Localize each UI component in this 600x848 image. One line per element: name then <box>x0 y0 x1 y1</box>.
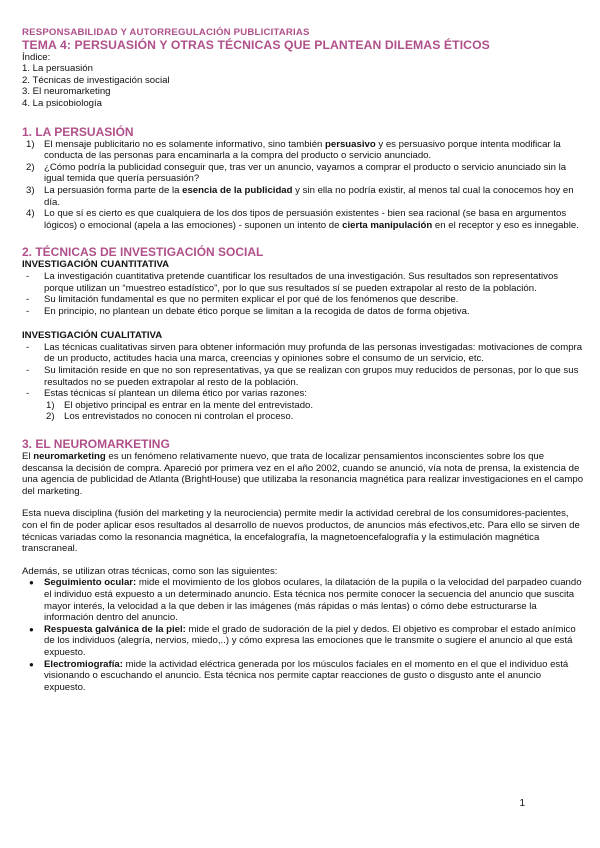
section-title: 1. LA PERSUASIÓN <box>22 124 134 139</box>
dash-marker: - <box>26 270 30 282</box>
index-item: 2. Técnicas de investigación social <box>22 74 170 86</box>
topic-title: TEMA 4: PERSUASIÓN Y OTRAS TÉCNICAS QUE PLANTEAN DILEMAS ÉTICOS <box>22 37 490 52</box>
persuasion-list <box>22 139 584 232</box>
emphasis: cierta manipulación <box>342 219 433 231</box>
bullet-marker: ● <box>29 578 34 588</box>
quantitative-list <box>22 271 584 317</box>
item-text: Las técnicas cualitativas sirven para obtener información muy profunda de las personas investigadas: motivaciones de compra de un producto, actitudes hacia una marca, creencias y opiniones sobre el consumo de un servicio, etc. <box>44 341 583 365</box>
list-item <box>22 306 584 318</box>
list-item <box>22 388 584 400</box>
item-text: y es persuasivo porque intenta modificar la conducta de las personas para encaminarla a la compra del producto o servicio anunciado. <box>44 138 561 162</box>
technique-name: Seguimiento ocular: <box>44 577 137 589</box>
techniques-list <box>22 577 584 693</box>
dash-marker: - <box>26 305 30 317</box>
emphasis: persuasivo <box>325 138 376 150</box>
paragraph-text: es un fenómeno relativamente nuevo, que trata de localizar pensamientos inconscientes sobre los que descansa la decisión de compra. Apareció por primera vez en el año 2002, cuando se anunció, vía nota de prensa, la existencia de una agencia de publicidad de Atlanta (BrightHouse) que utilizaba la resonancia magnética para realizar investigaciones en el campo del marketing. <box>22 451 584 497</box>
item-text: El objetivo principal es entrar en la mente del entrevistado. <box>64 399 314 411</box>
list-item <box>22 162 584 185</box>
subsection-title: INVESTIGACIÓN CUANTITATIVA <box>22 259 170 271</box>
list-number: 1) <box>26 138 35 150</box>
list-item <box>22 659 584 694</box>
paragraph: Además, se utilizan otras técnicas, como son las siguientes: <box>22 565 278 577</box>
item-text: La investigación cuantitativa pretende cuantificar los resultados de una investigación. Sus resultados son representativos porque utilizan un “muestreo estadístico”, por lo que sus resultados sí se pueden extrapolar al resto de la población. <box>44 270 559 294</box>
list-item <box>22 577 584 623</box>
item-text: en el receptor y eso es innegable. <box>432 219 579 231</box>
item-text: En principio, no plantean un debate ético porque se limitan a la recogida de datos de forma objetiva. <box>44 305 470 317</box>
section-title: 2. TÉCNICAS DE INVESTIGACIÓN SOCIAL <box>22 245 264 260</box>
subsection-title: INVESTIGACIÓN CUALITATIVA <box>22 330 163 342</box>
list-item <box>22 139 584 162</box>
item-text: El mensaje publicitario no es solamente informativo, sino también <box>44 138 326 150</box>
course-title: RESPONSABILIDAD Y AUTORREGULACIÓN PUBLICITARIAS <box>22 27 310 38</box>
index-item: 3. El neuromarketing <box>22 86 111 98</box>
item-text: Lo que sí es cierto es que cualquiera de los dos tipos de persuasión existentes - bien sea racional (se basa en argumentos lógicos) o emocional (apela a las emociones) - suponen un intento de <box>44 208 567 231</box>
item-text: ¿Cómo podría la publicidad conseguir que, tras ver un anuncio, vayamos a comprar el producto o servicio anunciado sin la igual temida que quería persuasión? <box>44 161 567 185</box>
list-item <box>22 400 584 412</box>
item-text: Su limitación fundamental es que no permiten explicar el por qué de los fenómenos que describe. <box>44 294 459 306</box>
item-text: mide el movimiento de los globos oculares, la dilatación de la pupila o la velocidad del parpadeo cuando el individuo está expuesto a un determinado anuncio. Esta técnica nos permite conocer la secuencia del anuncio que suscita mayor interés, la velocidad a la que deben ir las imágenes (más rápidas o más lentas) o cómo debe estructurarse la información dentro del anuncio. <box>44 577 582 624</box>
dash-marker: - <box>26 294 30 306</box>
technique-name: Electromiografía: <box>44 658 123 670</box>
index-item: 4. La psicobiología <box>22 97 103 109</box>
list-item <box>22 294 584 306</box>
dash-marker: - <box>26 341 30 353</box>
list-number: 3) <box>26 184 35 196</box>
list-number: 2) <box>46 411 55 423</box>
emphasis: esencia de la publicidad <box>182 184 293 196</box>
item-text: Su limitación reside en que no son representativas, ya que se realizan con grupos muy reducidos de personas, por lo que sus resultados no se pueden extrapolar al resto de la población. <box>44 365 579 388</box>
bullet-marker: ● <box>29 624 34 634</box>
list-number: 2) <box>26 161 35 173</box>
list-item <box>22 411 584 423</box>
item-text: mide la actividad eléctrica generada por los músculos faciales en el momento en el que el individuo está visionando o escuchando el anuncio. Esta técnica nos permite captar reacciones de gusto o disgusto ante el anuncio expuesto. <box>44 658 569 693</box>
bullet-marker: ● <box>29 659 34 669</box>
paragraph-text: El <box>22 451 34 463</box>
reasons-list <box>22 400 584 423</box>
paragraph: Esta nueva disciplina (fusión del marketing y la neurociencia) permite medir la actividad cerebral de los consumidores-pacientes, con el fin de poder aplicar esos resultados al desarrollo de nuevos productos, de anuncios más efectivos,etc. Para ello se sirven de técnicas variadas como la resonancia magnética, la encefalografía, la magnetoencefalografía y la estimulación magnética transcraneal. <box>22 508 580 555</box>
index-block <box>22 52 584 110</box>
page-content <box>22 27 584 693</box>
index-item: 1. La persuasión <box>22 63 93 75</box>
paragraph <box>22 451 584 497</box>
technique-name: Respuesta galvánica de la piel: <box>44 623 186 635</box>
item-text: Los entrevistados no conocen ni controlan el proceso. <box>64 411 294 423</box>
item-text: La persuasión forma parte de la <box>44 184 183 196</box>
dash-marker: - <box>26 365 30 377</box>
section-title: 3. EL NEUROMARKETING <box>22 437 170 452</box>
item-text: y sin ella no podría existir, al menos tal cual la conocemos hoy en día. <box>44 184 574 208</box>
list-number: 1) <box>46 399 55 411</box>
list-item <box>22 185 584 208</box>
list-item <box>22 342 584 365</box>
list-item <box>22 271 584 294</box>
qualitative-list <box>22 342 584 400</box>
item-text: mide el grado de sudoración de la piel y dedos. El objetivo es comprobar el estado anímico de los individuos (alegría, nervios, miedo,..) y cómo expresa las emociones que le transmite o sugiere el anuncio al que está expuesto. <box>44 623 576 658</box>
page-number: 1 <box>519 798 525 809</box>
item-text: Estas técnicas sí plantean un dilema ético por varias razones: <box>44 388 307 400</box>
dash-marker: - <box>26 388 30 400</box>
list-item <box>22 365 584 388</box>
index-label: Índice: <box>22 51 51 63</box>
list-number: 4) <box>26 208 35 220</box>
list-item <box>22 208 584 231</box>
emphasis: neuromarketing <box>33 451 106 463</box>
list-item <box>22 624 584 659</box>
